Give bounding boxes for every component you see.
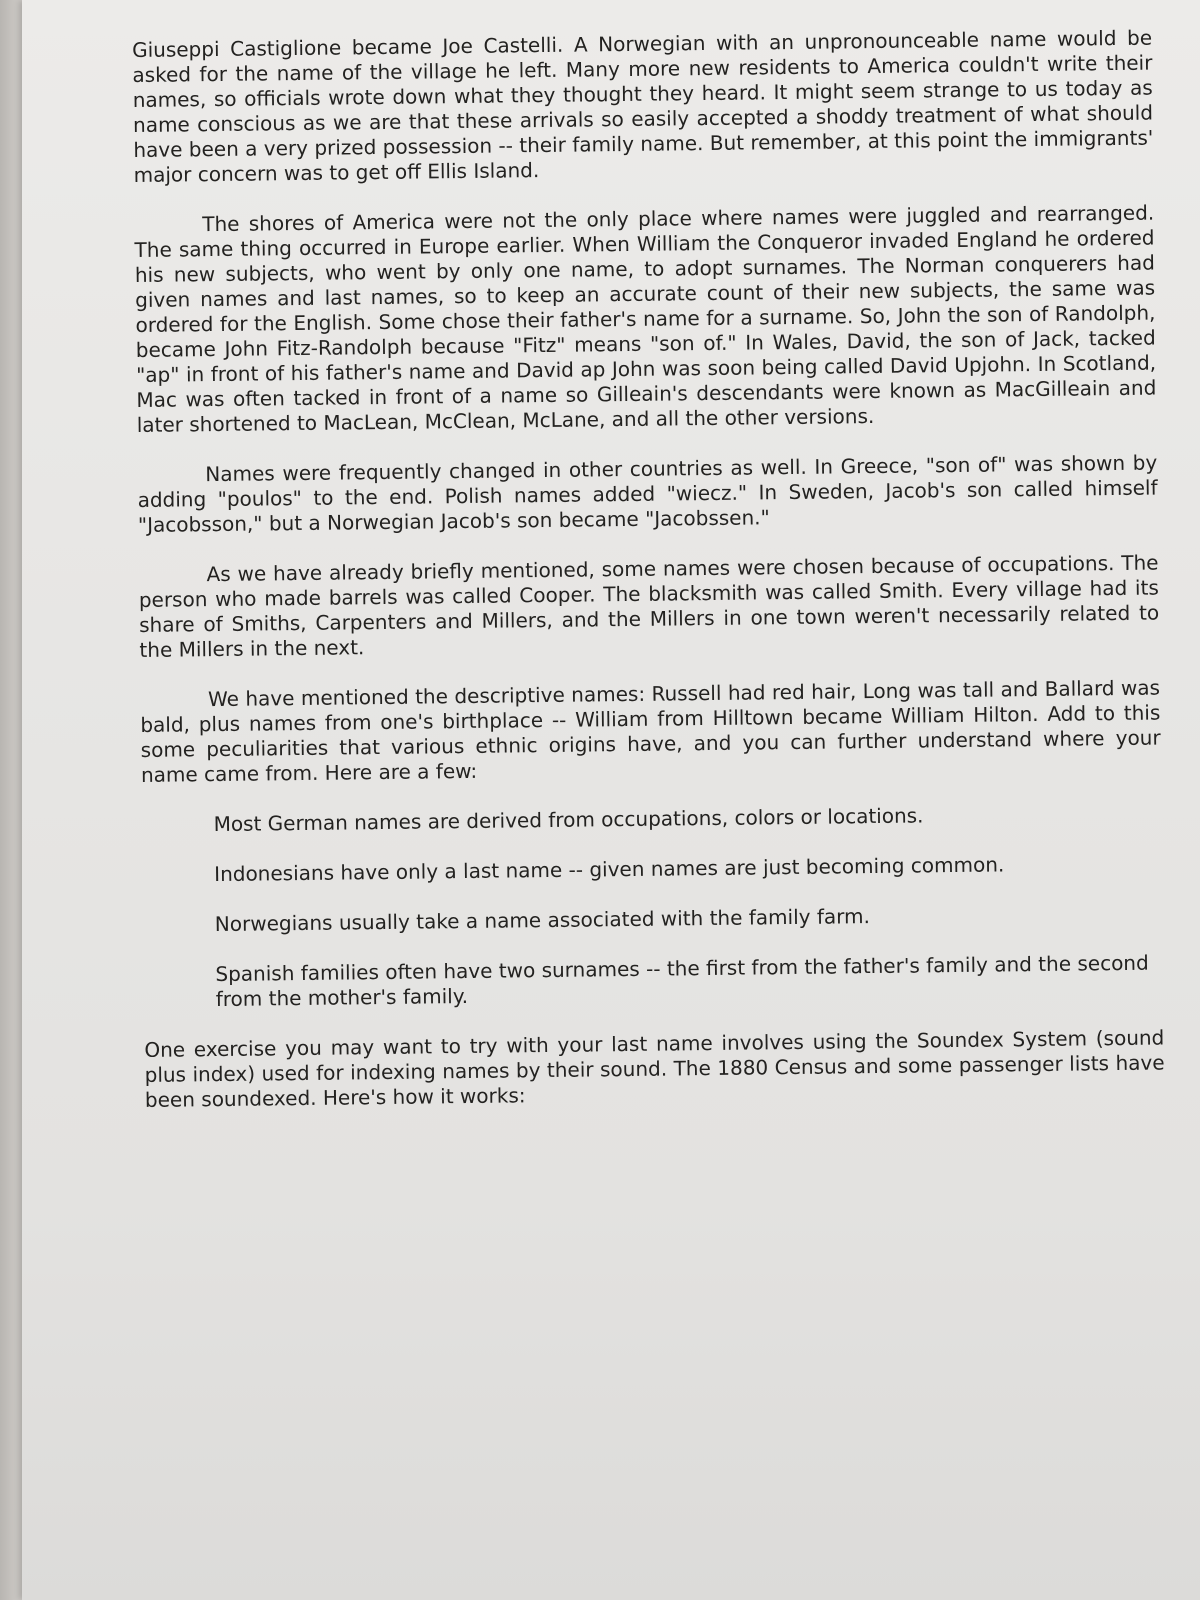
list-item-indonesian-names: Indonesians have only a last name -- given names are just becoming common.	[214, 852, 1005, 887]
list-item-german-names: Most German names are derived from occupations, colors or locations.	[213, 803, 924, 837]
book-page	[22, 0, 1200, 1600]
paragraph-soundex-intro: One exercise you may want to try with your last name involves using the Soundex System (sound plus index) used for indexing names by their sound. The 1880 Census and some passenger lists have been soundexed. Here's how it works:	[144, 1025, 1165, 1112]
page-text-body	[132, 26, 1165, 1113]
paragraph-occupation-names: As we have already briefly mentioned, some names were chosen because of occupations. The person who made barrels was called Cooper. The blacksmith was called Smith. Every village had its share of Smiths, Carpenters and Millers, and the Millers in one town weren't necessarily related to the Millers in the next.	[138, 550, 1160, 662]
list-item-spanish-names: Spanish families often have two surnames -- the first from the father's family and the second from the mother's family.	[215, 950, 1149, 1012]
paragraph-other-countries: Names were frequently changed in other countries as well. In Greece, "son of" was shown by adding "poulos" to the end. Polish names added "wiecz." In Sweden, Jacob's son called himself "Jacobsson," but a Norwegian Jacob's son became "Jacobssen."	[137, 450, 1158, 537]
paragraph-descriptive-names: We have mentioned the descriptive names: Russell had red hair, Long was tall and Ballard was bald, plus names from one's birthplace -- William from Hilltown became William Hilton. Add to this some peculiarities that various ethnic origins have, and you can further understand where your name came from. Here are a few:	[140, 675, 1161, 787]
paragraph-europe-surnames: The shores of America were not the only place where names were juggled and rearranged. The same thing occurred in Europe earlier. When William the Conqueror invaded England he ordered his new subjects, who went by only one name, to adopt surnames. The Norman conquerers had given names and last names, so to keep an accurate count of their new subjects, the same was ordered for the English. Some chose their father's name for a surname. So, John the son of Randolph, became John Fitz-Randolph because "Fitz" means "son of." In Wales, David, the son of Jack, tacked "ap" in front of his father's name and David ap John was soon being called David Upjohn. In Scotland, Mac was often tacked in front of a name so Gilleain's descendants were known as MacGilleain and later shortened to MacLean, McClean, McLane, and all the other versions.	[134, 200, 1157, 437]
paragraph-name-changes-ellis-island: Giuseppi Castiglione became Joe Castelli. A Norwegian with an unpronounceable name would be asked for the name of the village he left. Many more new residents to America couldn't write their names, so officials wrote down what they thought they heard. It might seem strange to us today as name conscious as we are that these arrivals so easily accepted a shoddy treatment of what should have been a very prized possession -- their family name. But remember, at this point the immigrants' major concern was to get off Ellis Island.	[132, 25, 1154, 187]
list-item-norwegian-names: Norwegians usually take a name associated with the family farm.	[214, 904, 871, 937]
